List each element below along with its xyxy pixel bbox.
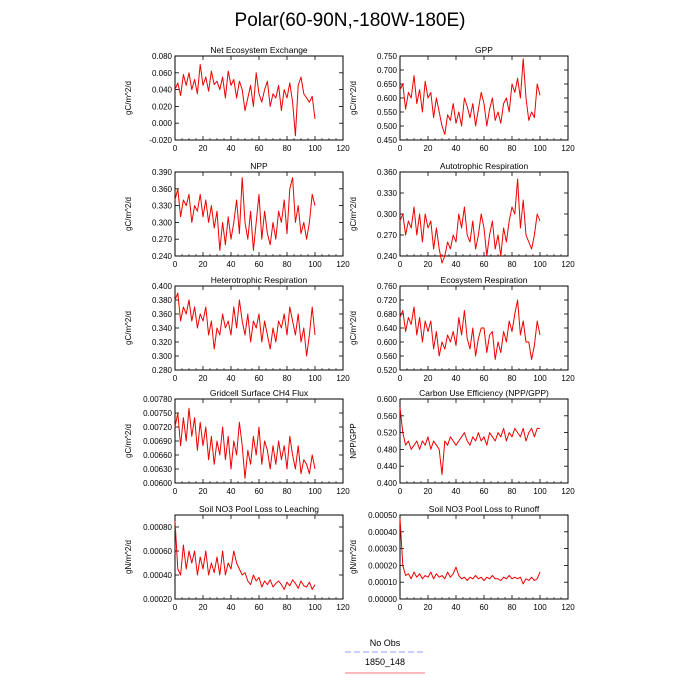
x-tick-label: 0: [397, 374, 403, 383]
y-axis-label: gC/m^2/d: [349, 197, 358, 231]
x-tick-label: 0: [397, 603, 403, 612]
x-tick-label: 80: [507, 603, 517, 612]
y-tick-label: 0.300: [376, 210, 397, 219]
y-tick-label: 0.440: [376, 462, 397, 472]
panel-gpp: [349, 45, 575, 153]
series-line-1850-148: [400, 59, 540, 135]
y-tick-label: 0.00050: [368, 511, 397, 520]
panel-title: Heterotrophic Respiration: [210, 275, 308, 285]
x-tick-label: 80: [507, 487, 517, 496]
y-tick-label: 0.720: [376, 296, 397, 305]
x-tick-label: 100: [533, 487, 547, 496]
y-tick-label: 0.600: [376, 395, 397, 404]
x-tick-label: 20: [423, 144, 433, 153]
x-tick-label: 0: [397, 487, 403, 496]
panel-net-ecosystem-exchange: [124, 45, 350, 153]
y-tick-label: 0.00690: [143, 437, 172, 446]
y-tick-label: 0.00040: [368, 527, 397, 537]
x-tick-label: 0: [397, 260, 403, 269]
x-tick-label: 0: [172, 487, 178, 496]
y-tick-label: 0.080: [151, 52, 172, 61]
y-tick-label: 0.040: [151, 85, 172, 95]
panel-npp: [124, 161, 350, 269]
x-tick-label: 100: [533, 603, 547, 612]
x-tick-label: 60: [479, 487, 489, 496]
y-tick-label: 0.550: [376, 108, 397, 117]
y-tick-label: 0.00660: [143, 451, 172, 460]
panel-soil-no3-pool-loss-to-runoff: [349, 504, 575, 612]
x-tick-label: 120: [336, 260, 350, 269]
panel-title: Net Ecosystem Exchange: [210, 45, 308, 55]
panel-soil-no3-pool-loss-to-leaching: [124, 504, 350, 612]
y-tick-label: 0.560: [376, 352, 397, 361]
y-tick-label: 0.380: [151, 296, 172, 305]
legend-label-1850-148: 1850_148: [364, 657, 406, 667]
plot-frame: [400, 56, 568, 140]
y-tick-label: 0.400: [151, 282, 172, 291]
x-tick-label: 20: [423, 260, 433, 269]
x-tick-label: 60: [479, 260, 489, 269]
x-tick-label: 40: [226, 487, 236, 496]
y-tick-label: 0.520: [376, 428, 397, 438]
x-tick-label: 60: [254, 144, 264, 153]
y-tick-label: 0.00780: [143, 395, 172, 404]
y-tick-label: 0.600: [376, 94, 397, 103]
x-tick-label: 120: [336, 603, 350, 612]
x-tick-label: 120: [561, 487, 575, 496]
panel-gridcell-surface-ch4-flux: [124, 388, 350, 496]
panel-title: Soil NO3 Pool Loss to Leaching: [198, 504, 320, 514]
panel-title: GPP: [475, 45, 493, 55]
y-tick-label: 0.020: [151, 102, 172, 112]
y-tick-label: 0.00040: [143, 571, 172, 580]
y-tick-label: 0.400: [376, 479, 397, 488]
y-tick-label: -0.020: [149, 136, 172, 145]
y-tick-label: 0.650: [376, 80, 397, 89]
y-tick-label: 0.00080: [143, 523, 172, 532]
x-tick-label: 40: [451, 487, 461, 496]
series-line-1850-148: [175, 64, 315, 135]
y-tick-label: 0.00750: [143, 409, 172, 418]
x-tick-label: 100: [308, 144, 322, 153]
x-tick-label: 0: [172, 144, 178, 153]
x-tick-label: 20: [198, 603, 208, 612]
series-line-1850-148: [175, 178, 315, 251]
x-tick-label: 40: [451, 603, 461, 612]
x-tick-label: 120: [561, 603, 575, 612]
x-tick-label: 60: [254, 487, 264, 496]
series-line-1850-148: [175, 293, 315, 356]
x-tick-label: 40: [451, 144, 461, 153]
y-tick-label: 0.00600: [143, 479, 172, 488]
series-line-1850-148: [400, 300, 540, 360]
x-tick-label: 40: [451, 260, 461, 269]
x-tick-label: 120: [561, 374, 575, 383]
y-tick-label: 0.760: [376, 282, 397, 291]
panel-title: Autotrophic Respiration: [439, 161, 529, 171]
panel-autotrophic-respiration: [349, 161, 575, 269]
y-tick-label: 0.000: [151, 119, 172, 129]
y-tick-label: 0.330: [376, 189, 397, 198]
x-tick-label: 20: [423, 374, 433, 383]
x-tick-label: 20: [198, 487, 208, 496]
y-tick-label: 0.700: [376, 66, 397, 75]
x-tick-label: 0: [172, 260, 178, 269]
x-tick-label: 20: [198, 260, 208, 269]
panels-group: [124, 45, 575, 612]
x-tick-label: 100: [533, 260, 547, 269]
y-tick-label: 0.360: [151, 310, 172, 319]
y-tick-label: 0.270: [376, 231, 397, 240]
x-tick-label: 80: [282, 487, 292, 496]
panel-title: Soil NO3 Pool Loss to Runoff: [428, 504, 540, 514]
x-tick-label: 40: [226, 260, 236, 269]
y-tick-label: 0.280: [151, 366, 172, 375]
x-tick-label: 20: [423, 603, 433, 612]
x-tick-label: 60: [254, 374, 264, 383]
plot-frame: [175, 399, 343, 483]
plot-frame: [400, 399, 568, 483]
y-axis-label: NPP/GPP: [349, 423, 358, 459]
y-axis-label: gC/m^2/d: [349, 81, 358, 115]
y-tick-label: 0.00720: [143, 423, 172, 432]
y-axis-label: gC/m^2/d: [124, 197, 133, 231]
y-axis-label: gN/m^2/d: [349, 540, 358, 574]
y-tick-label: 0.560: [376, 411, 397, 421]
x-tick-label: 20: [198, 144, 208, 153]
x-tick-label: 120: [336, 144, 350, 153]
y-tick-label: 0.060: [151, 68, 172, 78]
y-axis-label: gC/m^2/d: [124, 81, 133, 115]
y-axis-label: gC/m^2/d: [124, 424, 133, 458]
figure-title: Polar(60-90N,-180W-180E): [234, 10, 466, 31]
x-tick-label: 80: [282, 374, 292, 383]
x-tick-label: 40: [226, 603, 236, 612]
panel-ecosystem-respiration: [349, 275, 575, 383]
plot-frame: [175, 172, 343, 256]
y-tick-label: 0.450: [376, 136, 397, 145]
y-tick-label: 0.330: [151, 201, 172, 211]
panel-title: Ecosystem Respiration: [440, 275, 528, 285]
y-tick-label: 0.340: [151, 324, 172, 333]
legend: [345, 638, 425, 673]
series-line-1850-148: [175, 408, 315, 478]
y-tick-label: 0.240: [376, 252, 397, 261]
y-tick-label: 0.270: [151, 235, 172, 245]
x-tick-label: 20: [423, 487, 433, 496]
legend-label-no-obs: No Obs: [369, 638, 401, 648]
y-tick-label: 0.300: [151, 352, 172, 361]
plot-frame: [175, 286, 343, 370]
y-tick-label: 0.00010: [368, 578, 397, 588]
x-tick-label: 80: [282, 603, 292, 612]
plot-frame: [400, 515, 568, 599]
x-tick-label: 120: [561, 260, 575, 269]
x-tick-label: 120: [336, 374, 350, 383]
x-tick-label: 100: [533, 144, 547, 153]
series-line-1850-148: [400, 407, 540, 474]
x-tick-label: 100: [308, 260, 322, 269]
y-axis-label: gC/m^2/d: [349, 311, 358, 345]
x-tick-label: 20: [198, 374, 208, 383]
y-tick-label: 0.320: [151, 338, 172, 347]
y-tick-label: 0.00020: [368, 561, 397, 571]
y-tick-label: 0.360: [376, 168, 397, 177]
y-tick-label: 0.00000: [368, 595, 397, 604]
x-tick-label: 0: [172, 374, 178, 383]
y-tick-label: 0.00060: [143, 547, 172, 556]
y-tick-label: 0.750: [376, 52, 397, 61]
y-tick-label: 0.300: [151, 218, 172, 228]
x-tick-label: 60: [254, 603, 264, 612]
y-tick-label: 0.00020: [143, 595, 172, 604]
x-tick-label: 80: [507, 374, 517, 383]
y-axis-label: gC/m^2/d: [124, 311, 133, 345]
y-tick-label: 0.500: [376, 122, 397, 131]
y-tick-label: 0.00630: [143, 465, 172, 474]
series-line-1850-148: [400, 518, 540, 584]
x-tick-label: 80: [507, 144, 517, 153]
x-tick-label: 0: [397, 144, 403, 153]
panel-heterotrophic-respiration: [124, 275, 350, 383]
x-tick-label: 100: [308, 603, 322, 612]
x-tick-label: 0: [172, 603, 178, 612]
x-tick-label: 60: [479, 144, 489, 153]
y-tick-label: 0.640: [376, 324, 397, 333]
x-tick-label: 120: [336, 487, 350, 496]
x-tick-label: 40: [451, 374, 461, 383]
x-tick-label: 100: [308, 374, 322, 383]
y-tick-label: 0.390: [151, 168, 172, 177]
x-tick-label: 60: [479, 603, 489, 612]
x-tick-label: 60: [254, 260, 264, 269]
x-tick-label: 100: [533, 374, 547, 383]
panel-carbon-use-efficiency-npp-gpp: [349, 388, 575, 496]
series-line-1850-148: [400, 179, 540, 263]
y-tick-label: 0.480: [376, 445, 397, 455]
y-tick-label: 0.00030: [368, 544, 397, 554]
x-tick-label: 80: [282, 144, 292, 153]
x-tick-label: 80: [282, 260, 292, 269]
y-tick-label: 0.600: [376, 338, 397, 347]
x-tick-label: 120: [561, 144, 575, 153]
y-tick-label: 0.520: [376, 366, 397, 375]
y-tick-label: 0.680: [376, 310, 397, 319]
y-tick-label: 0.240: [151, 252, 172, 261]
series-line-1850-148: [175, 521, 315, 589]
x-tick-label: 100: [308, 487, 322, 496]
x-tick-label: 60: [479, 374, 489, 383]
y-tick-label: 0.360: [151, 184, 172, 194]
x-tick-label: 40: [226, 374, 236, 383]
panel-title: Gridcell Surface CH4 Flux: [209, 388, 309, 398]
y-axis-label: gN/m^2/d: [124, 540, 133, 574]
x-tick-label: 40: [226, 144, 236, 153]
panel-title: NPP: [250, 161, 268, 171]
x-tick-label: 80: [507, 260, 517, 269]
panel-title: Carbon Use Efficiency (NPP/GPP): [419, 388, 549, 398]
